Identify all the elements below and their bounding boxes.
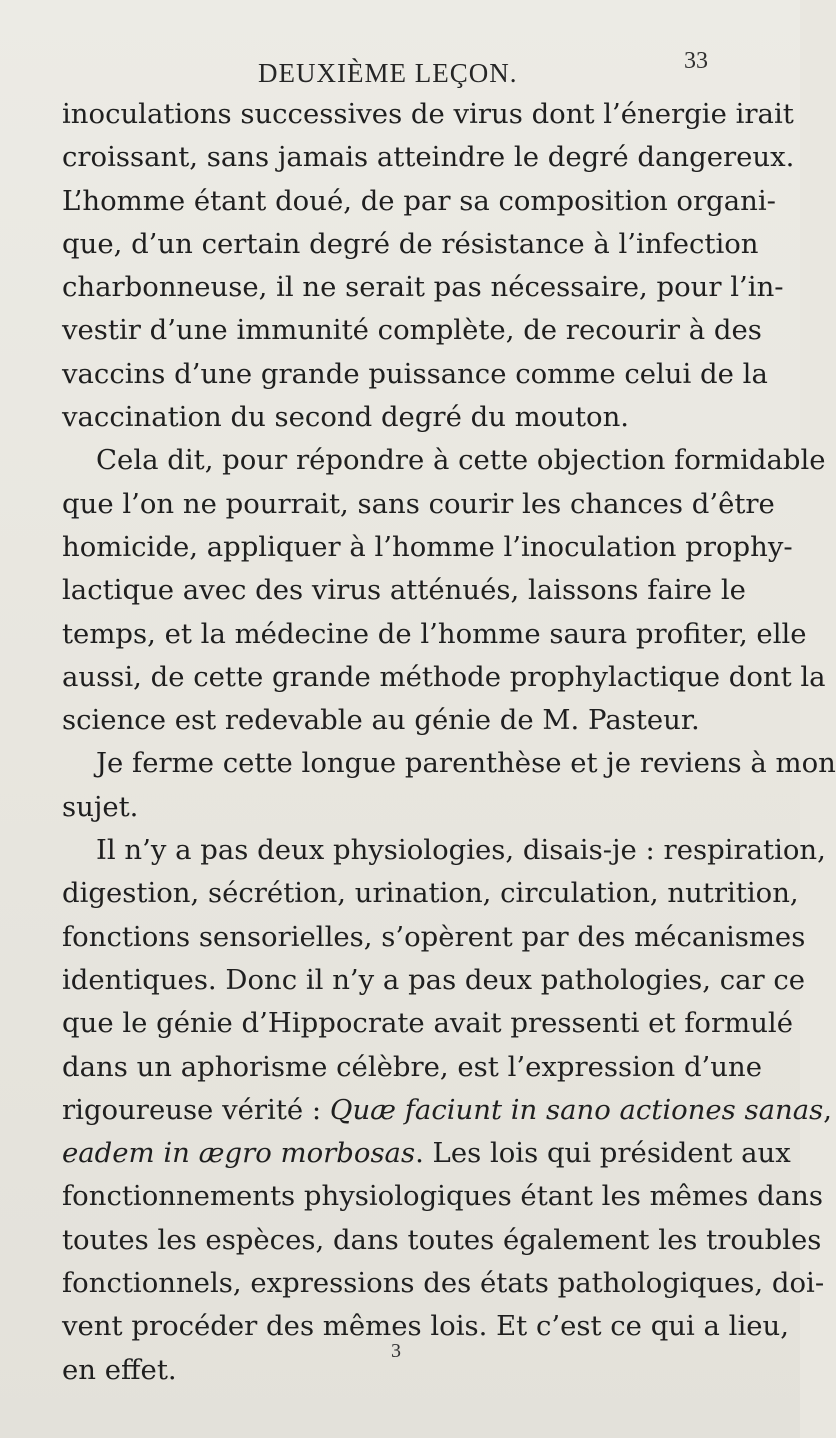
text-line: charbonneuse, il ne serait pas nécessaire, pour l’in- — [62, 271, 784, 304]
text-line: vent procéder des mêmes lois. Et c’est ce qui a lieu, — [62, 1310, 790, 1343]
text-line: science est redevable au génie de M. Pasteur. — [62, 704, 700, 737]
text-line: inoculations successives de virus dont l’énergie irait — [62, 98, 794, 130]
text-line-with-quote — [62, 1089, 833, 1132]
text-line: que l’on ne pourrait, sans courir les chances d’être — [62, 487, 775, 520]
text-line: que, d’un certain degré de résistance à l’infection — [62, 227, 759, 260]
text-span: . Les lois qui président aux — [415, 1137, 791, 1170]
text-line: croissant, sans jamais atteindre le degré dangereux. — [62, 141, 795, 174]
text-line: vaccination du second degré du mouton. — [62, 401, 630, 434]
text-line-with-quote — [62, 1132, 791, 1175]
text-line: digestion, sécrétion, urination, circulation, nutrition, — [62, 877, 799, 910]
latin-quote-part2: eadem in ægro morbosas — [62, 1137, 416, 1170]
text-line: vaccins d’une grande puissance comme celui de la — [62, 357, 768, 390]
text-line: que le génie d’Hippocrate avait pressenti et formulé — [62, 1007, 793, 1040]
text-span: rigoureuse vérité : — [62, 1093, 330, 1126]
text-line: vestir d’une immunité complète, de recourir à des — [62, 314, 762, 347]
text-line: Je ferme cette longue parenthèse et je reviens à mon — [96, 747, 836, 780]
text-line: temps, et la médecine de l’homme saura profiter, elle — [62, 617, 807, 650]
text-span: , — [823, 1093, 833, 1126]
text-line: identiques. Donc il n’y a pas deux pathologies, car ce — [62, 963, 806, 996]
text-line: lactique avec des virus atténués, laissons faire le — [62, 574, 746, 607]
text-line: aussi, de cette grande méthode prophylactique dont la — [62, 660, 826, 693]
running-head: DEUXIÈME LEÇON. — [258, 58, 518, 88]
text-line: fonctions sensorielles, s’opèrent par des mécanismes — [62, 920, 806, 953]
text-line: dans un aphorisme célèbre, est l’expression d’une — [62, 1050, 762, 1083]
text-line: toutes les espèces, dans toutes également les troubles — [62, 1223, 822, 1256]
page-number: 33 — [684, 48, 708, 74]
text-line: en effet. — [62, 1353, 177, 1386]
text-line: sujet. — [62, 790, 139, 823]
text-line: fonctionnels, expressions des états pathologiques, doi- — [62, 1267, 825, 1300]
text-line: homicide, appliquer à l’homme l’inoculation prophy- — [62, 530, 793, 563]
body-text — [62, 93, 836, 1392]
signature-mark: 3 — [391, 1340, 401, 1362]
text-line: Cela dit, pour répondre à cette objection formidable — [96, 444, 826, 477]
text-line: fonctionnements physiologiques étant les mêmes dans — [62, 1180, 823, 1213]
text-line: Il n’y a pas deux physiologies, disais-je : respiration, — [96, 834, 826, 867]
latin-quote-part1: Quæ faciunt in sano actiones sanas — [329, 1093, 824, 1126]
text-line: L’homme étant doué, de par sa composition organi- — [62, 184, 776, 217]
